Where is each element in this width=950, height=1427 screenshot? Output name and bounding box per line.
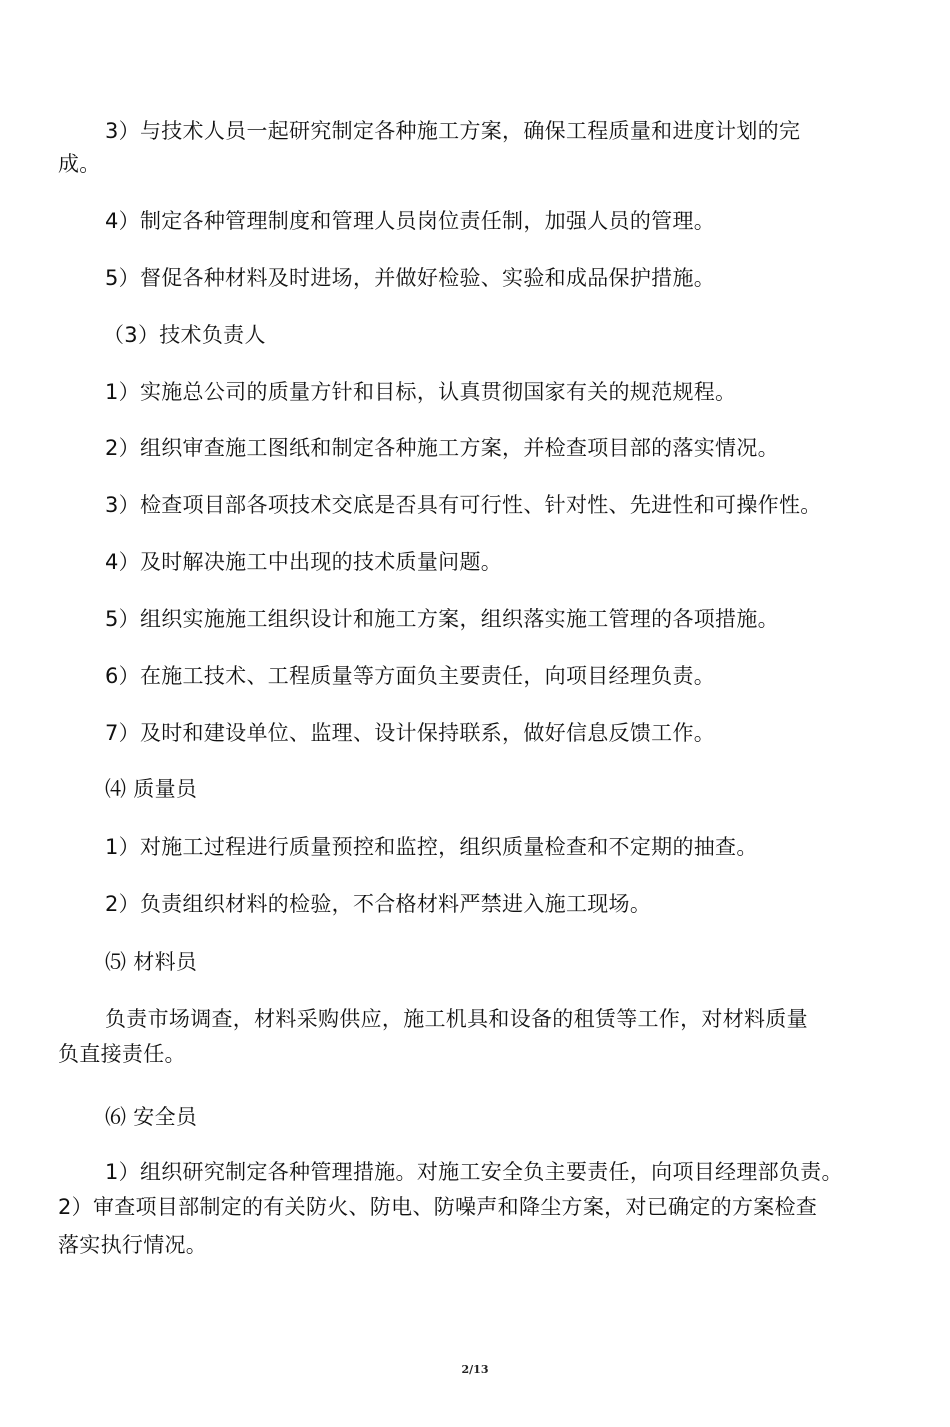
- text-line: 3）检查项目部各项技术交底是否具有可行性、针对性、先进性和可操作性。: [105, 493, 822, 517]
- text-line: 1）实施总公司的质量方针和目标，认真贯彻国家有关的规范规程。: [105, 380, 737, 404]
- section-heading: ⑷ 质量员: [105, 777, 198, 801]
- text-line: 6）在施工技术、工程质量等方面负主要责任，向项目经理负责。: [105, 664, 716, 688]
- text-line: 2）审查项目部制定的有关防火、防电、防噪声和降尘方案，对已确定的方案检查: [58, 1195, 818, 1219]
- section-heading: （3）技术负责人: [103, 323, 266, 347]
- text-line: 1）对施工过程进行质量预控和监控，组织质量检查和不定期的抽查。: [105, 835, 758, 859]
- text-line: 2）负责组织材料的检验，不合格材料严禁进入施工现场。: [105, 892, 652, 916]
- page-number: 2/13: [461, 1363, 489, 1376]
- text-line: 5）组织实施施工组织设计和施工方案，组织落实施工管理的各项措施。: [105, 607, 779, 631]
- text-line: 成。: [58, 152, 101, 176]
- text-line: 4）及时解决施工中出现的技术质量问题。: [105, 550, 503, 574]
- section-heading: ⑹ 安全员: [105, 1105, 198, 1129]
- text-line: 3）与技术人员一起研究制定各种施工方案，确保工程质量和进度计划的完: [105, 119, 801, 143]
- text-line: 7）及时和建设单位、监理、设计保持联系，做好信息反馈工作。: [105, 721, 716, 745]
- text-line: 4）制定各种管理制度和管理人员岗位责任制，加强人员的管理。: [105, 209, 716, 233]
- text-line: 负直接责任。: [58, 1042, 186, 1066]
- section-heading: ⑸ 材料员: [105, 950, 198, 974]
- text-line: 1）组织研究制定各种管理措施。对施工安全负主要责任，向项目经理部负责。: [105, 1160, 843, 1184]
- text-line: 2）组织审查施工图纸和制定各种施工方案，并检查项目部的落实情况。: [105, 436, 779, 460]
- text-line: 5）督促各种材料及时进场，并做好检验、实验和成品保护措施。: [105, 266, 716, 290]
- text-line: 负责市场调查，材料采购供应，施工机具和设备的租赁等工作，对材料质量: [105, 1007, 808, 1031]
- text-line: 落实执行情况。: [58, 1233, 208, 1257]
